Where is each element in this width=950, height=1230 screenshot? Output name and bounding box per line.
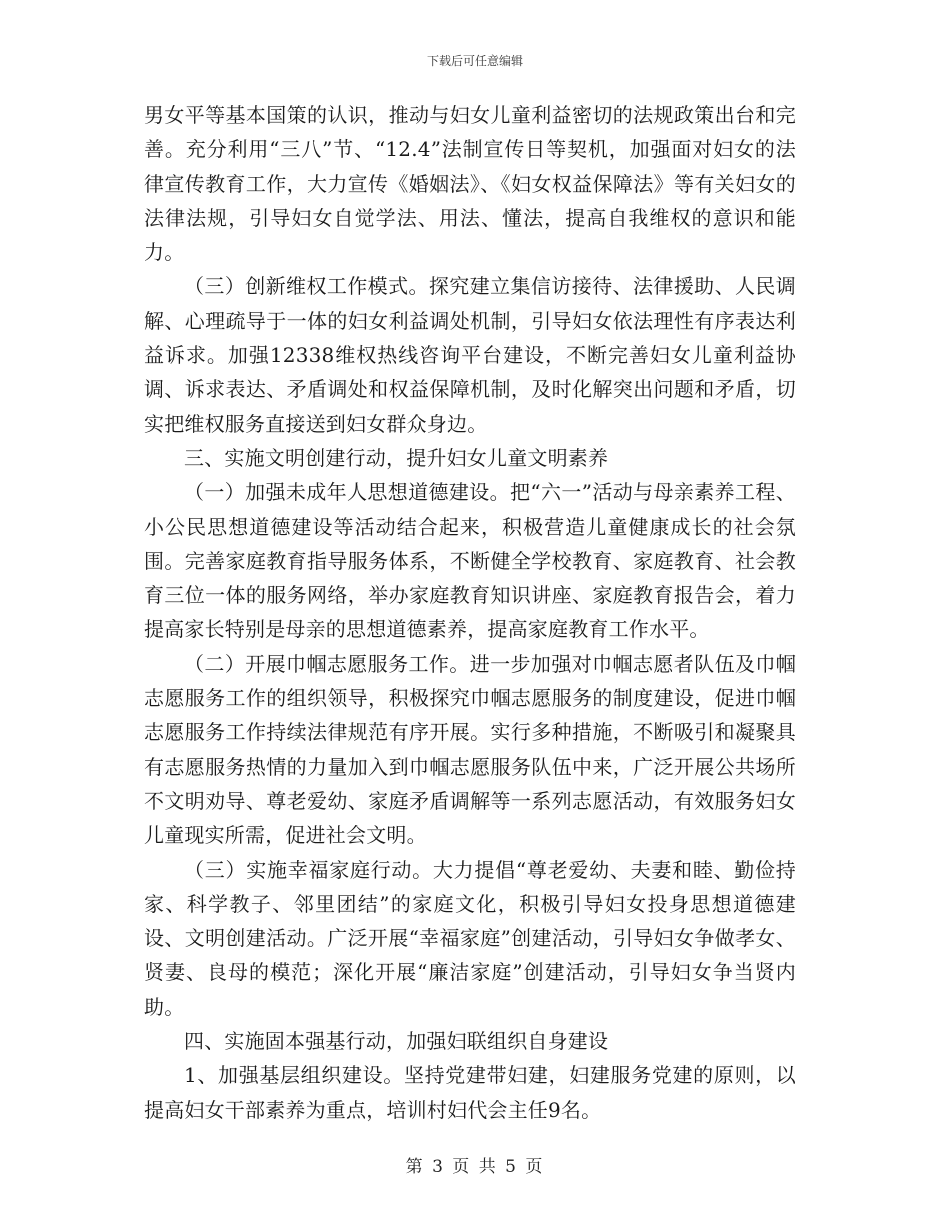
page-number: 第 3 页 共 5 页 (405, 1157, 545, 1177)
paragraph-5: （二）开展巾帼志愿服务工作。进一步加强对巾帼志愿者队伍及巾帼志愿服务工作的组织领导，积极探究巾帼志愿服务的制度建设，促进巾帼志愿服务工作持续法律规范有序开展。实行多种措施，不断吸引和凝聚具有志愿服务热情的力量加入到巾帼志愿服务队伍中来，广泛开展公共场所不文明劝导、尊老爱幼、家庭矛盾调解等一系列志愿活动，有效服务妇女儿童现实所需，促进社会文明。 (144, 651, 796, 848)
paragraph-4: （一）加强未成年人思想道德建设。把“六一”活动与母亲素养工程、小公民思想道德建设等活动结合起来，积极营造儿童健康成长的社会氛围。完善家庭教育指导服务体系，不断健全学校教育、家庭教育、社会教育三位一体的服务网络，举办家庭教育知识讲座、家庭教育报告会，着力提高家长特别是母亲的思想道德素养，提高家庭教育工作水平。 (144, 480, 796, 642)
section-heading-4: 四、实施固本强基行动，加强妇联组织自身建设 (184, 1029, 609, 1054)
paragraph-2: （三）创新维权工作模式。探究建立集信访接待、法律援助、人民调解、心理疏导于一体的妇女利益调处机制，引导妇女依法理性有序表达利益诉求。加强12338维权热线咨询平台建设，不断完善妇女儿童利益协调、诉求表达、矛盾调处和权益保障机制，及时化解突出问题和矛盾，切实把维权服务直接送到妇女群众身边。 (144, 274, 796, 436)
paragraph-6: （三）实施幸福家庭行动。大力提倡“尊老爱幼、夫妻和睦、勤俭持家、科学教子、邻里团结”的家庭文化，积极引导妇女投身思想道德建设、文明创建活动。广泛开展“幸福家庭”创建活动，引导妇女争做孝女、贤妻、良母的模范；深化开展“廉洁家庭”创建活动，引导妇女争当贤内助。 (144, 857, 796, 1019)
page-header-note: 下载后可任意编辑 (426, 54, 523, 68)
document-body (144, 98, 796, 1127)
section-heading-3: 三、实施文明创建行动，提升妇女儿童文明素养 (184, 445, 609, 470)
paragraph-8: 1、加强基层组织建设。坚持党建带妇建，妇建服务党建的原则，以提高妇女干部素养为重点，培训村妇代会主任9名。 (144, 1063, 796, 1122)
paragraph-1: 男女平等基本国策的认识，推动与妇女儿童利益密切的法规政策出台和完善。充分利用“三八”节、“12.4”法制宣传日等契机，加强面对妇女的法律宣传教育工作，大力宣传《婚姻法》、《妇女权益保障法》等有关妇女的法律法规，引导妇女自觉学法、用法、懂法，提高自我维权的意识和能力。 (144, 103, 796, 265)
